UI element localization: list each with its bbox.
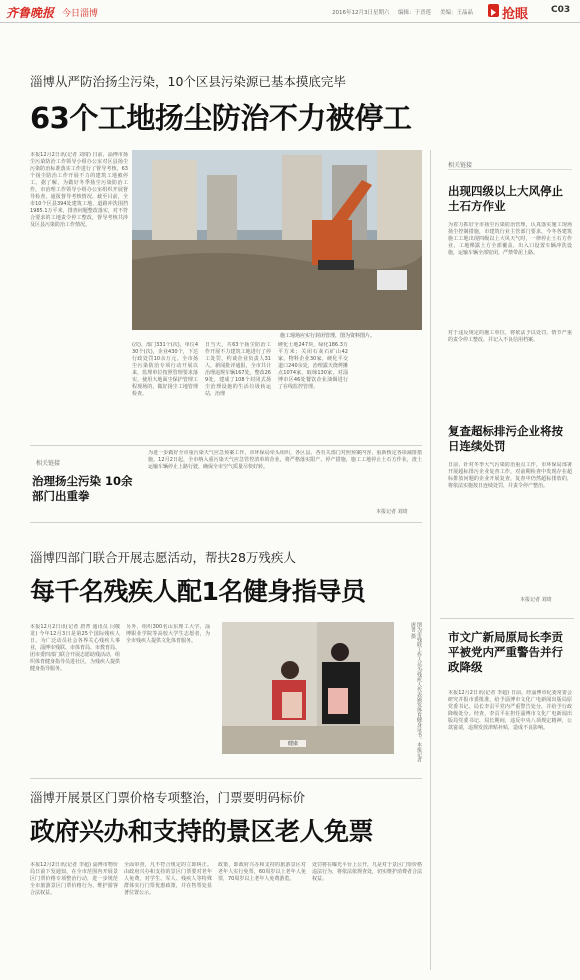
article1-headline: 63个工地扬尘防治不力被停工: [30, 101, 412, 135]
article1-col2: (次)，部门331个(次)，单位430个(次)，企业430个，下达行政处罚10余万元。全市扬尘污染防治专项行动开展以来，监理单位按照管理要求落实，使用大地面尘保护管理工程现场的，做好扬尘工地管理检查。: [132, 342, 198, 397]
article1-col1: 本报12月2日讯(记者 刘琦) 日前，淄博市扬尘污染防治工作领导小组办公室对区县扬尘污染防治标准落实工作进行了督导考核，63个扬尘防治工作开展不力的建筑工地被停工。据了解，为做好冬季扬尘污染防治工作，市治理工作领导小组办公室组织开展督导检查，通报督导考核情况。截至目前，全市10个区县394处建筑工地、道路冲洗围挡1985.1万平米，排查问题整改落实，对不符合要求的工地责令停工整改，督导考核共涉及区县污染防治工作情况。: [30, 152, 128, 228]
article1-box-text: 为进一步做好全市重污染天气应急预案工作，市环保局牵头组织，各区县、各有关部门对照预案内容，重新核定各项减排措施。12月2日起，全市纳入重污染天气应急管控清单的企业，将严格落实限产、停产措施，施工工地停止土石方作业，渣土运输车辆停止上路行驶，确保全市空气质量尽快好转。: [148, 450, 422, 470]
article1-box-signature: 本报记者 刘琦: [376, 509, 408, 515]
article1-photo: [132, 150, 422, 330]
sidebar-title-1: 出现四级以上大风停止土石方作业: [448, 184, 563, 213]
article2-headline: 每千名残疾人配1名健身指导员: [30, 577, 366, 606]
article2-kicker: 淄博四部门联合开展志愿活动，帮扶28万残疾人: [30, 550, 296, 565]
article3-headline: 政府兴办和支持的景区老人免票: [30, 817, 374, 846]
article3-kicker: 淄博开展景区门票价格专项整治，门票要明码标价: [30, 790, 306, 805]
article1-side-tag: 相关链接: [36, 460, 61, 467]
article1-col4: 硬化土地247块，绿化186.3万平方米；关闭石灰石矿山42家，物料企业30家，硬化平交道口240余处，治理露天烧烤摊点1074家，取缔130家，对淄博市区46处餐饮企业油烟进行了在线监控管理。: [278, 342, 348, 390]
brand-icon: [488, 4, 499, 17]
issue-date: 2016年12月3日: [332, 10, 373, 16]
section-divider-2: [30, 778, 422, 779]
article1-box-rule: [30, 445, 422, 446]
article2-photo: [222, 622, 394, 754]
paper-logo: 齐鲁晚报: [6, 6, 55, 20]
header-divider: [0, 22, 580, 23]
article1-kicker: 淄博从严防治扬尘污染，10个区县污染源已基本摸底完毕: [30, 74, 346, 89]
masthead: [0, 0, 580, 22]
editor-credit: 编辑：于晋莲: [398, 10, 432, 16]
sidebar-text-1b: 对于违反规定的施工单位，将依法予以处罚，情节严重的责令停工整改，并记入不良信用档案。: [448, 330, 572, 343]
sidebar-text-3: 本报12月2日讯(记者 李超) 日前，经淄博市纪委常委会研究并报市委批准，给予淄博市文化广电新闻出版局原党委书记、局长李贡平党内严重警告处分，并给予行政降级处分。经查，李贡平在担任淄博市文化广电新闻出版局党委书记、局长期间，违反中央八项规定精神，公款宴请，违规发放津贴补贴，造成不良影响。: [448, 690, 572, 731]
article2-col2: 另外，组织300名山东理工大学、淄博职业学院等高校大学生志愿者，为全市残疾人提供文化体育服务。: [126, 624, 210, 644]
brand-name: 抢眼: [502, 7, 529, 22]
article3-col4: 处罚将在曝光平台上公开，凡是对于景区门票价格违法行为，将依法依规查处，切实维护消费者合法权益。: [312, 862, 422, 882]
article2-col1: 本报12月2日讯(记者 唐菁 通讯员 闫敬龙) 今年12月3日是第25个国际残疾人日，为广泛动员社会各界关心残疾人事业，淄博市残联、市体育局、市教育局、团市委四部门联合开展志愿助残活动，组织体育健身指导员进社区，为残疾人提供健身指导服务。: [30, 624, 120, 672]
sidebar-title-3: 市文广新局原局长李贡平被党内严重警告并行政降级: [448, 630, 563, 674]
article1-side-title: 治理扬尘污染 10余部门出重拳: [32, 474, 133, 503]
article1-col3: 日当天，共63个扬尘防治工作开展不力建筑工地进行了停工处罚，约谈企业负责人31人，新闻批评通报，全市共计治理违规车辆167处，整改269处，建成了108个封闭式扬尘治理设施的生活垃圾转运站，治理: [205, 342, 271, 397]
article2-banner: 健康: [280, 740, 306, 747]
section-divider-1: [30, 522, 422, 523]
article1-col5: [355, 342, 423, 440]
sidebar-tag-1: 相关链接: [448, 160, 572, 170]
article3-col3: 政策，即政府兴办和支持的旅游景区对老年人实行免票，60周岁以上老年人免票，70周岁以上老年人免费游览。: [218, 862, 306, 882]
article3-col2: 全面审查，凡不符合规定的立即纠正。由政府兴办和支持的景区门票要对老年人免费，对学生、军人、残疾人等特殊群体实行门票优惠政策，并在售票处显著位置公示。: [124, 862, 212, 896]
sidebar-divider: [430, 150, 431, 970]
sidebar-signature-2: 本报记者 刘琦: [520, 597, 552, 603]
designer-credit: 美编：王晶晶: [440, 10, 474, 16]
article3-col1: 本报12月2日讯(记者 李超) 淄博市物价局日前下发通知，在全市范围内开展景区门票价格专项整治行动，进一步规范全市旅游景区门票价格行为，维护游客合法权益。: [30, 862, 118, 896]
article2-photo-caption: 图为市残联工作人员为残疾人代表颁发体育健身证书。本报记者 唐菁 摄: [410, 622, 422, 762]
sidebar-text-2: 日前，针对冬季大气污染防治重点工作，市环保局部署开展超标排污企业复查工作，对前期检查中发现存在超标排放问题的企业开展复查，复查中仍然超标排放的，将依法实施按日连续处罚，并责令停产整治。: [448, 462, 572, 489]
sidebar-title-2: 复查超标排污企业将按日连续处罚: [448, 424, 563, 453]
sidebar-rule: [440, 618, 574, 619]
page-number: C03: [551, 5, 571, 15]
issue-weekday: 星期六: [373, 10, 390, 16]
section-name: 今日淄博: [62, 9, 99, 19]
sidebar-text-1: 为着力抓好全市扬尘污染防治管理，认真落实施工现场扬尘控制措施，市建筑行业主管部门要求，今冬各建筑施工工地出现四级以上大风天气时，一律停止土石方作业，工地裸露土方全部覆盖，出入口设置车辆冲洗设施，运输车辆全部密闭，严禁带泥上路。: [448, 222, 572, 256]
article1-photo-caption: 施工现场应实行封闭管理，图为资料图片。: [280, 333, 376, 339]
